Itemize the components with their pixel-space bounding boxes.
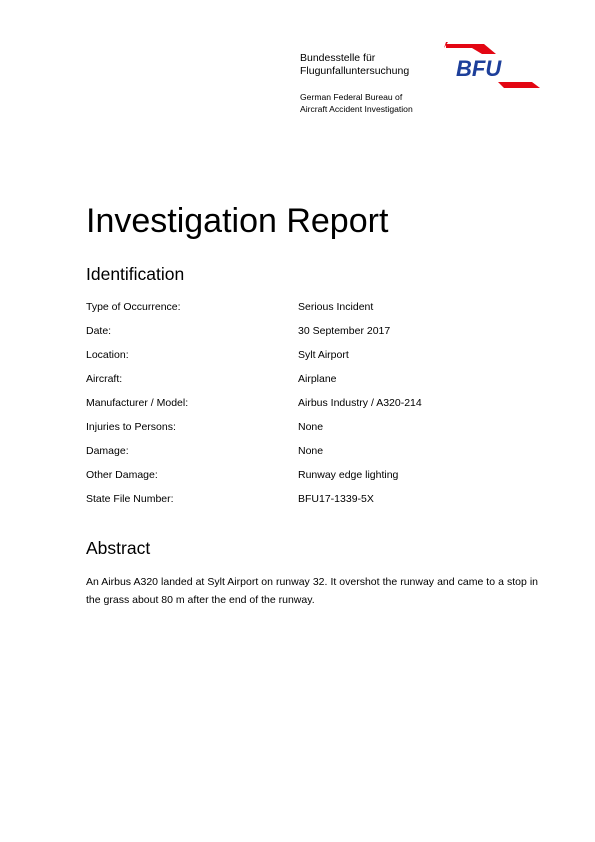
ident-label: Aircraft: bbox=[86, 373, 123, 385]
ident-value: BFU17-1339-5X bbox=[298, 493, 374, 505]
header-organisation bbox=[300, 52, 413, 115]
ident-row-date bbox=[86, 324, 506, 348]
ident-label: State File Number: bbox=[86, 493, 174, 505]
ident-value: Runway edge lighting bbox=[298, 469, 399, 481]
report-title: Investigation Report bbox=[86, 202, 389, 240]
ident-value: 30 September 2017 bbox=[298, 325, 391, 337]
ident-value: Airbus Industry / A320-214 bbox=[298, 397, 422, 409]
org-name-english bbox=[300, 91, 413, 115]
logo-swoosh-top bbox=[446, 44, 496, 54]
logo-text: BFU bbox=[456, 56, 502, 81]
ident-label: Location: bbox=[86, 349, 129, 361]
ident-row-aircraft bbox=[86, 372, 506, 396]
ident-row-type bbox=[86, 300, 506, 324]
org-name-english-line1: German Federal Bureau of bbox=[300, 92, 403, 102]
ident-label: Date: bbox=[86, 325, 112, 337]
ident-value: Serious Incident bbox=[298, 301, 374, 313]
org-name-german-line2: Flugunfalluntersuchung bbox=[300, 65, 410, 77]
ident-value: None bbox=[298, 421, 324, 433]
org-name-english-line2: Aircraft Accident Investigation bbox=[300, 104, 413, 114]
ident-value: None bbox=[298, 445, 324, 457]
ident-value: Airplane bbox=[298, 373, 337, 385]
abstract-heading: Abstract bbox=[86, 538, 151, 558]
ident-row-location bbox=[86, 348, 506, 372]
identification-heading: Identification bbox=[86, 264, 185, 284]
ident-row-injuries bbox=[86, 420, 506, 444]
logo-swoosh-bottom bbox=[498, 82, 540, 88]
ident-label: Injuries to Persons: bbox=[86, 421, 176, 433]
ident-row-damage bbox=[86, 444, 506, 468]
ident-label: Other Damage: bbox=[86, 469, 158, 481]
ident-row-manufacturer bbox=[86, 396, 506, 420]
org-name-german-line1: Bundesstelle für bbox=[300, 52, 376, 64]
ident-label: Damage: bbox=[86, 445, 129, 457]
abstract-text: An Airbus A320 landed at Sylt Airport on runway 32. It overshot the runway and came to a stop in the grass about 80 m after the end of the runway. bbox=[86, 576, 538, 606]
ident-row-file-number bbox=[86, 492, 506, 516]
ident-value: Sylt Airport bbox=[298, 349, 349, 361]
ident-label: Type of Occurrence: bbox=[86, 301, 181, 313]
bfu-logo bbox=[444, 42, 542, 90]
ident-label: Manufacturer / Model: bbox=[86, 397, 189, 409]
identification-table bbox=[86, 300, 506, 516]
ident-row-other-damage bbox=[86, 468, 506, 492]
